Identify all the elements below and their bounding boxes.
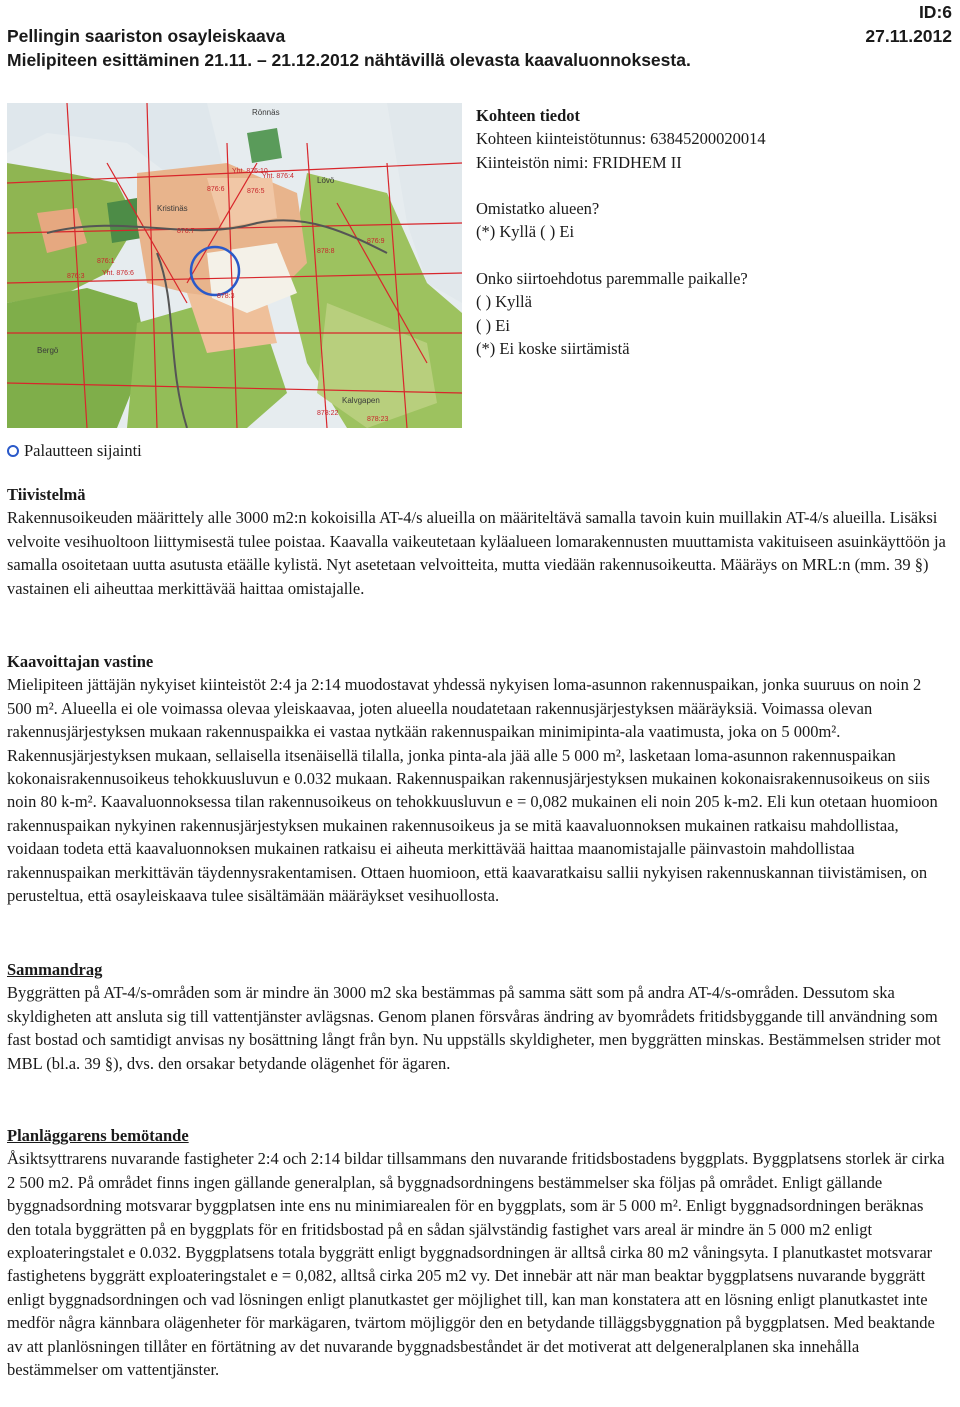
owner-question: Omistatko alueen? [476,199,600,219]
relocation-option: ( ) Kyllä [476,292,532,312]
map-label: 876:6 [207,186,225,193]
section-response-fi [7,650,947,907]
map-label: Kristinäs [157,204,188,213]
circle-icon [7,445,19,457]
relocation-option: (*) Ei koske siirtämistä [476,338,630,358]
section-title: Tiivistelmä [7,485,86,504]
relocation-option: ( ) Ei [476,315,510,335]
map-label: Kalvgapen [342,396,380,405]
section-body: Rakennusoikeuden määrittely alle 3000 m2:n kokoisilla AT-4/s alueilla on määriteltävä samalla tavoin kuin muillakin AT-4/s alueilla. Lisäksi velvoite vesihuoltoon liittymisestä tulee poistaa. Kaavalla vaikeutetaan kyläalueen lomarakennusten muuttamista vakituiseen asuinkäyttöön ja samalla osoitetaan uutta asutusta etäälle kylistä. Nyt asetetaan velvoitteita, mutta viedään rakennusoikeutta. Määräys on MRL:n (mm. 39 §) vastainen eli aiheuttaa merkittävää haittaa omistajalle. [7,508,946,598]
map-label: 876:1 [97,258,115,265]
map-label: Yht. 876:4 [262,173,294,180]
owner-answer: (*) Kyllä ( ) Ei [476,222,575,242]
map-label: Bergö [37,346,59,355]
section-title: Sammandrag [7,960,103,979]
map-label: Rönnäs [252,108,280,117]
map-label: 878:22 [317,410,339,417]
plan-subtitle: Mielipiteen esittäminen 21.11. – 21.12.2012 nähtävillä olevasta kaavaluonnoksesta. [7,50,691,70]
section-summary-fi [7,483,947,600]
legend-label: Palautteen sijainti [24,441,142,460]
section-response-sv [7,1124,947,1381]
map-label: Lövö [317,176,335,185]
map-label: 876:9 [367,238,385,245]
relocation-question: Onko siirtoehdotus paremmalle paikalle? [476,269,748,289]
document-header [7,24,691,72]
map-legend [7,440,142,462]
map-label: Yht. 876:6 [102,270,134,277]
document-meta [865,0,952,48]
property-heading: Kohteen tiedot [476,106,581,125]
section-title: Kaavoittajan vastine [7,652,154,671]
map-label: 876:7 [177,228,195,235]
map-label: 876:5 [247,188,265,195]
feedback-id: ID:6 [918,2,952,22]
plan-title: Pellingin saariston osayleiskaava [7,26,286,46]
section-summary-sv [7,958,947,1075]
section-title: Planläggarens bemötande [7,1126,189,1145]
feedback-date: 27.11.2012 [865,26,952,46]
map-label: 878:8 [317,248,335,255]
map-image [7,103,462,428]
section-body: Byggrätten på AT-4/s-områden som är mindre än 3000 m2 ska bestämmas på samma sätt som på andra AT-4/s-områden. Dessutom ska skyldigheten att ansluta sig till vattentjänster avlägsnas. Genom planen försvåras ändring av byområdets fritidsbyggande till användning som fast bostad och samtidigt anvisas ny bosättning långt från byn. Nu uppställs skyldigheter, men byggrätten minskas. Bestämmelsen strider mot MBL (bl.a. 39 §), dvs. den orsakar betydande olägenhet för ägaren. [7,983,941,1073]
section-body: Mielipiteen jättäjän nykyiset kiinteistöt 2:4 ja 2:14 muodostavat yhdessä nykyisen loma-asunnon rakennuspaikan, jonka suuruus on noin 2 500 m². Alueella ei ole voimassa olevaa yleiskaavaa, joten alueella noudatetaan rakennusjärjestyksen määräyksiä. Voimassa olevan rakennusjärjestyksen mukaan rakennuspaikka ei vastaa nytkään rakennuspaikan minimipinta-ala vaatimusta, joka on 5 000m². Rakennusjärjestyksen mukaan, sellaisella itsenäisellä tilalla, jonka pinta-ala jää alle 5 000 m², lasketaan loma-asunnon rakennuspaikan kokonaisrakennusoikeus tehokkuusluvun e 0.032 mukaan. Rakennuspaikan rakennusjärjestyksen mukainen kokonaisrakennusoikeus on siis noin 80 k-m². Kaavaluonnoksessa tilan rakennusoikeus on tehokkuusluvun e = 0,082 mukainen eli noin 205 k-m2. Eli kun otetaan huomioon rakennuspaikan nykyinen rakennusjärjestyksen mukainen rakennusoikeus ja se mitä kaavaluonnoksen mukainen ratkaisu mahdollistaa, voidaan todeta että kaavaluonnoksen mukainen ratkaisu ei aiheuta merkittävää haittaa maanomistajalle päinvastoin mahdollistaa rakennuspaikan merkittävän täydennysrakentamisen. Ottaen huomioon, että kaavaratkaisu sallii nykyisen rakennuskannan tiivistämisen, on perusteltua, että osayleiskaava tulee sisältämään määräykset vesihuollosta. [7,675,938,906]
map-label: 878:3 [217,293,235,300]
map-label: Yht. 876:10 [232,168,268,175]
map-label: 878:23 [367,416,389,423]
property-info [476,104,766,360]
map-label: 876:3 [67,273,85,280]
section-body: Åsiktsyttrarens nuvarande fastigheter 2:4 och 2:14 bildar tillsammans den nuvarande fritidsbostadens byggplats. Byggplatsens storlek är cirka 2 500 m2. På området finns ingen gällande generalplan, så byggnadsordningens bestämmelser ska följas på området. Enligt gällande byggnadsordning motsvarar byggplatsen inte ens nu minimiarealen för en byggplats, som är 5 000 m². Enligt byggnadsordningen beräknas den totala byggrätten på en byggplats för en fritidsbostad på en sådan självständig fastighet vars areal är mindre än 5 000 m2 enligt exploateringstalet e 0.032. Byggplatsens totala byggrätt enligt byggnadsordningen är alltså cirka 80 m2 våningsyta. I planutkastet motsvarar fastighetens byggrätt exploateringstalet e = 0,082, alltså cirka 205 m2 vy. Det innebär att när man beaktar byggplatsens nuvarande byggrätt enligt byggnadsordningen och vad lösningen enligt planutkastet ger möjlighet till, kan man konstatera att en lösning enligt planutkastet inte medför några kännbara olägenheter för markägaren, tvärtom möjliggör den en betydande tilläggsbyggnation på byggplatsen. Med beaktande av att planlösningen tillåter en förtätning av det nuvarande byggnadsbeståndet är det motiverat att delgeneralplanen ska innehålla bestämmelser om vattentjänster. [7,1149,945,1380]
location-map [7,103,462,428]
parcel-name: Kiinteistön nimi: FRIDHEM II [476,152,682,172]
parcel-id: Kohteen kiinteistötunnus: 63845200020014 [476,129,766,149]
